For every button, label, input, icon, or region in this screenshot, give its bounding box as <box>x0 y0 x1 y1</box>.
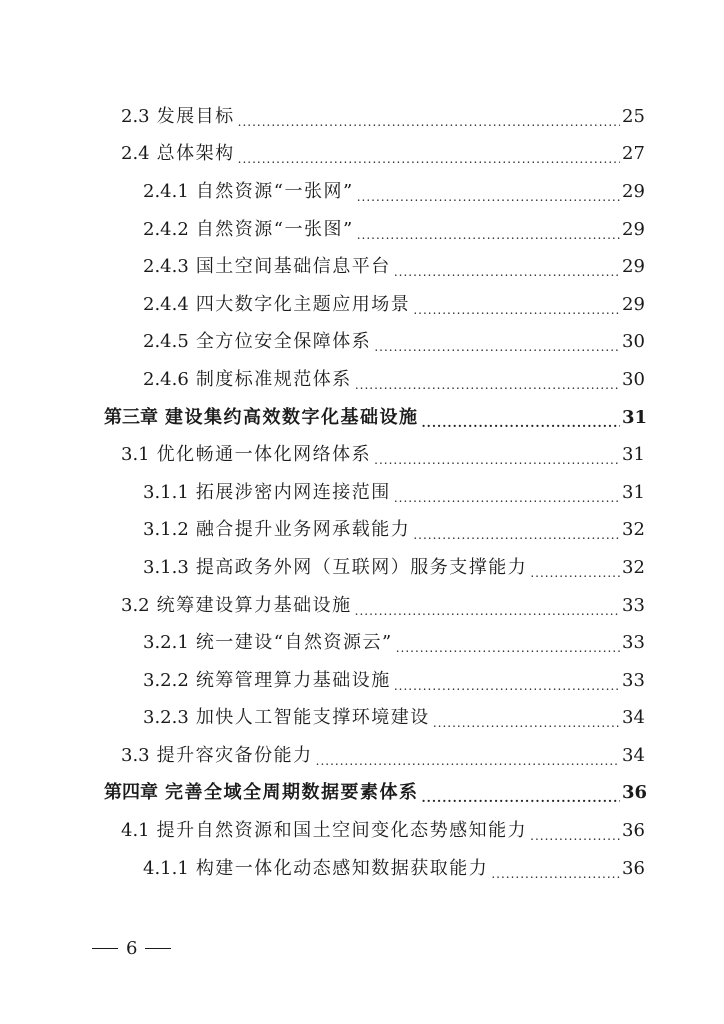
toc-entry-title: 统一建设“自然资源云” <box>195 632 393 654</box>
toc-entry-number: 第三章 <box>104 406 158 428</box>
toc-entry-title: 建设集约高效数字化基础设施 <box>165 406 419 428</box>
dot-leader <box>491 864 620 882</box>
dot-leader <box>396 638 620 656</box>
toc-entry-title: 优化畅通一体化网络体系 <box>156 444 372 466</box>
toc-entry-number: 4.1.1 <box>143 857 189 879</box>
toc-entry-number: 2.4.2 <box>143 218 189 240</box>
dot-leader <box>357 187 620 205</box>
toc-entry-page: 31 <box>622 444 645 466</box>
toc-entry-number: 3.1.2 <box>143 519 189 541</box>
dot-leader <box>413 525 620 543</box>
toc-entry-page: 30 <box>622 331 645 353</box>
toc-entry[interactable] <box>0 737 645 775</box>
toc-entry-page: 29 <box>622 293 645 315</box>
toc-entry-number: 2.4.4 <box>143 293 189 315</box>
toc-entry-title: 自然资源“一张图” <box>195 218 354 240</box>
toc-entry[interactable] <box>0 436 645 474</box>
dot-leader <box>394 676 620 694</box>
toc-entry-title: 构建一体化动态感知数据获取能力 <box>195 857 489 879</box>
toc-entry-number: 第四章 <box>104 782 158 804</box>
toc-entry[interactable] <box>0 324 645 362</box>
toc-entry-page: 30 <box>622 368 645 390</box>
toc-entry[interactable] <box>0 98 645 136</box>
dot-leader <box>238 149 620 167</box>
footer-dash-right <box>145 948 171 949</box>
toc-entry-number: 3.1.1 <box>143 481 189 503</box>
dot-leader <box>422 413 621 431</box>
toc-entry-title: 自然资源“一张网” <box>195 180 354 202</box>
toc-entry-page: 31 <box>622 481 645 503</box>
footer-dash-left <box>92 948 118 949</box>
toc-entry[interactable] <box>0 136 645 174</box>
toc-entry-number: 3.2 <box>121 594 150 616</box>
toc-entry-page: 29 <box>622 256 645 278</box>
toc-entry[interactable] <box>0 173 645 211</box>
dot-leader <box>413 300 620 318</box>
toc-entry[interactable] <box>0 211 645 249</box>
dot-leader <box>238 112 620 130</box>
toc-entry-page: 32 <box>622 519 645 541</box>
toc-entry-number: 4.1 <box>121 820 150 842</box>
toc-entry-title: 总体架构 <box>156 143 235 165</box>
toc-entry-page: 33 <box>622 669 645 691</box>
dot-leader <box>355 375 620 393</box>
toc-entry-title: 制度标准规范体系 <box>195 368 352 390</box>
toc-entry[interactable] <box>0 850 645 888</box>
toc-entry[interactable] <box>0 286 645 324</box>
toc-entry-title: 统筹建设算力基础设施 <box>156 594 352 616</box>
page-footer <box>92 938 171 959</box>
toc-entry-number: 3.3 <box>121 744 150 766</box>
toc-entry-page: 36 <box>622 857 645 879</box>
toc-entry[interactable] <box>0 624 645 662</box>
toc-entry-title: 提高政务外网（互联网）服务支撑能力 <box>195 556 528 578</box>
dot-leader <box>357 225 620 243</box>
toc-entry-page: 34 <box>622 744 645 766</box>
toc-chapter-entry[interactable] <box>0 775 648 813</box>
toc-chapter-entry[interactable] <box>0 399 648 437</box>
toc-entry[interactable] <box>0 248 645 286</box>
toc-entry-title: 提升容灾备份能力 <box>156 744 313 766</box>
dot-leader <box>422 788 621 806</box>
toc-entry[interactable] <box>0 512 645 550</box>
toc-entry-page: 32 <box>622 556 645 578</box>
toc-entry-number: 2.4 <box>121 143 150 165</box>
toc-entry[interactable] <box>0 812 645 850</box>
page-number: 6 <box>126 938 138 959</box>
toc-entry-number: 3.2.3 <box>143 707 189 729</box>
toc-entry-title: 全方位安全保障体系 <box>195 331 372 353</box>
dot-leader <box>374 337 620 355</box>
toc-entry-title: 国土空间基础信息平台 <box>195 256 391 278</box>
dot-leader <box>316 751 620 769</box>
dot-leader <box>355 601 620 619</box>
toc-entry-page: 29 <box>622 180 645 202</box>
toc-entry-page: 34 <box>622 707 645 729</box>
toc-entry[interactable] <box>0 361 645 399</box>
toc-entry-number: 3.1 <box>121 444 150 466</box>
dot-leader <box>374 450 620 468</box>
dot-leader <box>394 488 620 506</box>
toc-entry-number: 3.2.2 <box>143 669 189 691</box>
dot-leader <box>433 713 620 731</box>
toc-entry-title: 发展目标 <box>156 105 235 127</box>
toc-entry-number: 2.4.6 <box>143 368 189 390</box>
toc-entry-number: 3.2.1 <box>143 632 189 654</box>
toc-entry[interactable] <box>0 549 645 587</box>
toc-entry-title: 统筹管理算力基础设施 <box>195 669 391 691</box>
toc-entry-number: 2.3 <box>121 105 150 127</box>
toc-entry-page: 29 <box>622 218 645 240</box>
toc-entry-title: 加快人工智能支撑环境建设 <box>195 707 430 729</box>
toc-entry-page: 33 <box>622 594 645 616</box>
toc-entry-title: 拓展涉密内网连接范围 <box>195 481 391 503</box>
dot-leader <box>394 262 620 280</box>
table-of-contents <box>0 98 724 887</box>
toc-entry[interactable] <box>0 700 645 738</box>
toc-entry-number: 3.1.3 <box>143 556 189 578</box>
toc-entry-page: 36 <box>622 820 645 842</box>
toc-entry-title: 四大数字化主题应用场景 <box>195 293 411 315</box>
toc-entry-number: 2.4.3 <box>143 256 189 278</box>
toc-entry[interactable] <box>0 474 645 512</box>
dot-leader <box>530 826 620 844</box>
toc-entry-page: 33 <box>622 632 645 654</box>
toc-entry-page: 25 <box>622 105 645 127</box>
toc-entry-page: 27 <box>622 143 645 165</box>
toc-entry-title: 完善全域全周期数据要素体系 <box>165 782 419 804</box>
toc-entry-number: 2.4.1 <box>143 180 189 202</box>
toc-entry[interactable] <box>0 662 645 700</box>
toc-entry-title: 提升自然资源和国土空间变化态势感知能力 <box>156 820 528 842</box>
toc-entry-number: 2.4.5 <box>143 331 189 353</box>
toc-entry[interactable] <box>0 587 645 625</box>
toc-entry-page: 31 <box>622 406 648 428</box>
dot-leader <box>530 563 620 581</box>
toc-entry-page: 36 <box>622 782 648 804</box>
toc-entry-title: 融合提升业务网承载能力 <box>195 519 411 541</box>
